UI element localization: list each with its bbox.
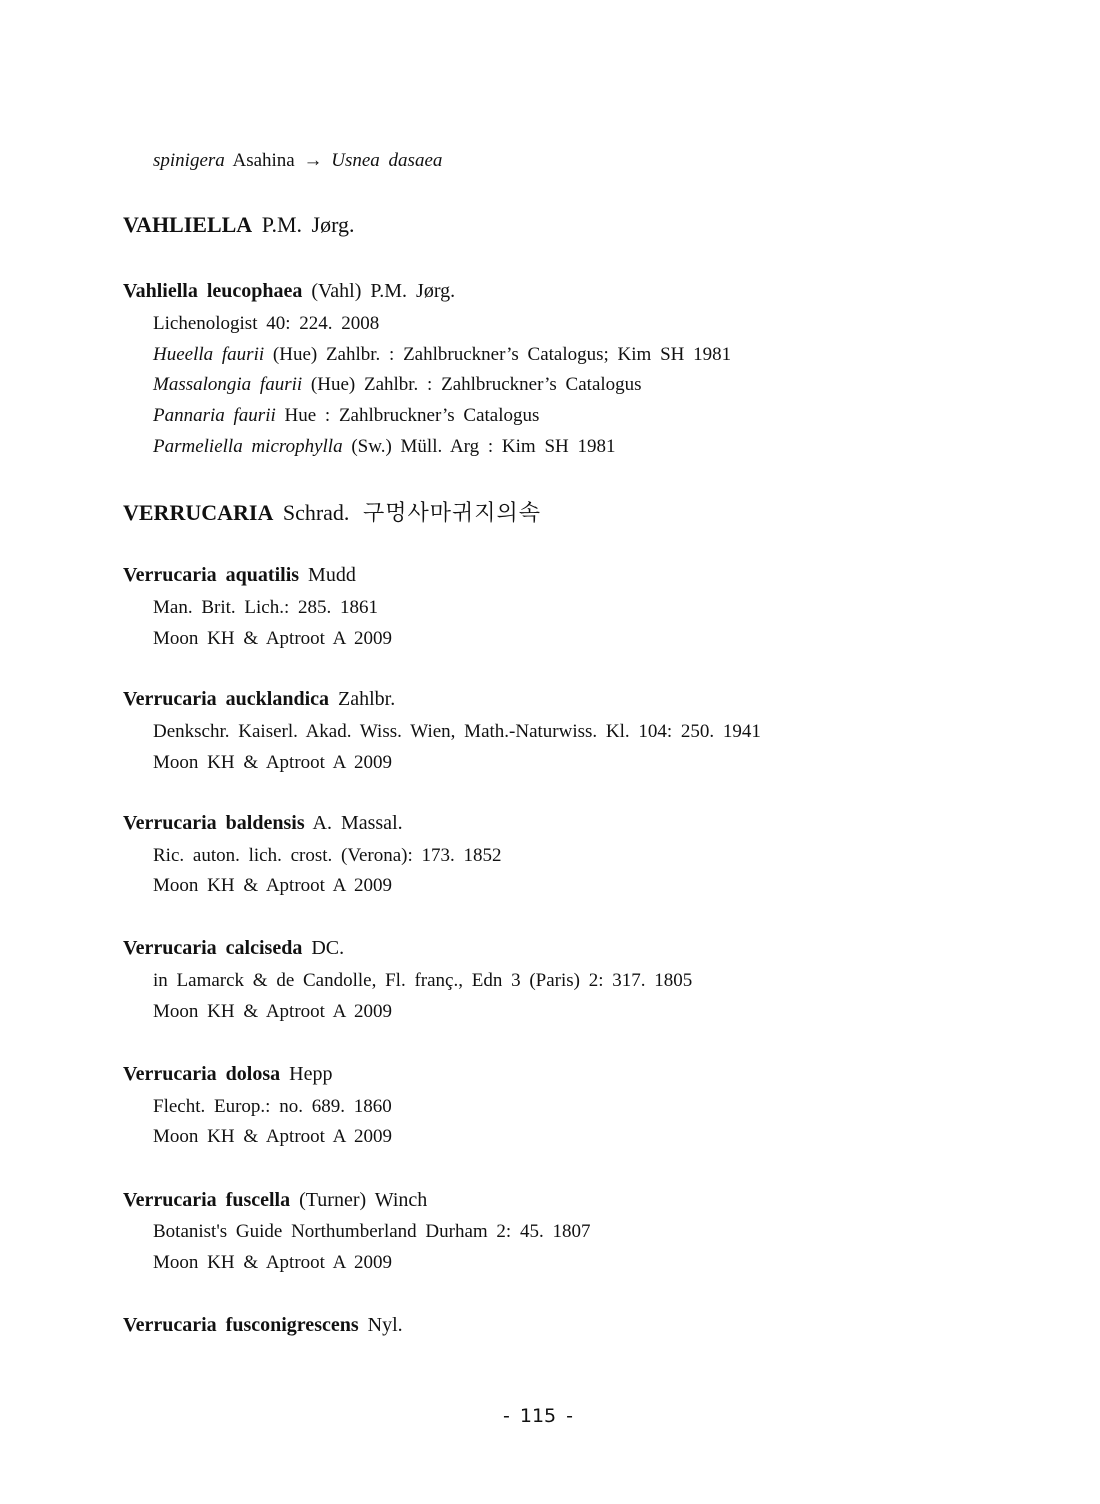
species-author: Nyl.: [367, 1314, 403, 1336]
publication-line: in Lamarck & de Candolle, Fl. franç., Edn 3 (Paris) 2: 317. 1805: [153, 970, 693, 991]
synonym-detail: (Hue) Zahlbr. : Zahlbruckner’s Catalogus: [310, 374, 642, 395]
synonym-name: Hueella faurii: [153, 344, 265, 365]
species-author: Hepp: [289, 1063, 333, 1085]
species-heading: [123, 564, 356, 587]
arrow: →: [303, 150, 323, 171]
species-name: Verrucaria fuscella: [123, 1189, 291, 1211]
synonym-detail: (Sw.) Müll. Arg : Kim SH 1981: [351, 436, 616, 457]
epithet-author: Asahina: [232, 150, 295, 171]
record-line: Moon KH & Aptroot A 2009: [153, 628, 393, 649]
cross-reference-target: Usnea dasaea: [331, 150, 443, 171]
species-heading: [123, 688, 395, 711]
cross-reference-line: [153, 150, 442, 172]
genus-korean-name: 구멍사마귀지의속: [362, 501, 541, 526]
species-name: Verrucaria calciseda: [123, 937, 303, 959]
record-line: Moon KH & Aptroot A 2009: [153, 1001, 393, 1022]
synonym-name: Parmeliella microphylla: [153, 436, 343, 457]
species-name: Verrucaria fusconigrescens: [123, 1314, 359, 1336]
species-name: Verrucaria dolosa: [123, 1063, 281, 1085]
species-name: Verrucaria aquatilis: [123, 564, 300, 586]
synonym-line: [153, 344, 731, 366]
record-line: Moon KH & Aptroot A 2009: [153, 875, 393, 896]
synonym-line: [153, 436, 616, 458]
record-line: Moon KH & Aptroot A 2009: [153, 1252, 393, 1273]
species-name: Verrucaria aucklandica: [123, 688, 330, 710]
species-author: A. Massal.: [312, 812, 403, 834]
synonym-name: Massalongia faurii: [153, 374, 303, 395]
species-heading: [123, 280, 455, 303]
genus-author: Schrad.: [282, 500, 350, 525]
synonym-line: [153, 374, 642, 396]
record-line: Moon KH & Aptroot A 2009: [153, 1126, 393, 1147]
species-author: Mudd: [308, 564, 356, 586]
synonym-detail: Hue : Zahlbruckner’s Catalogus: [284, 405, 540, 426]
publication-line: Denkschr. Kaiserl. Akad. Wiss. Wien, Math.-Naturwiss. Kl. 104: 250. 1941: [153, 721, 761, 742]
page-number: - 115 -: [502, 1405, 574, 1427]
genus-author: P.M. Jørg.: [261, 212, 355, 237]
synonym-line: [153, 405, 539, 427]
record-line: Moon KH & Aptroot A 2009: [153, 752, 393, 773]
synonym-detail: (Hue) Zahlbr. : Zahlbruckner’s Catalogus; Kim SH 1981: [272, 344, 732, 365]
species-heading: [123, 937, 344, 960]
publication-line: Botanist's Guide Northumberland Durham 2: 45. 1807: [153, 1221, 591, 1242]
synonym-name: Pannaria faurii: [153, 405, 276, 426]
species-author: (Turner) Winch: [299, 1189, 428, 1211]
genus-heading-verrucaria: [123, 496, 541, 527]
species-author: DC.: [311, 937, 345, 959]
species-name: Vahliella leucophaea: [123, 280, 303, 302]
publication-line: Ric. auton. lich. crost. (Verona): 173. 1852: [153, 845, 502, 866]
species-heading: [123, 1314, 403, 1337]
species-heading: [123, 1189, 427, 1212]
genus-heading-vahliella: [123, 212, 355, 238]
species-heading: [123, 812, 403, 835]
species-heading: [123, 1063, 332, 1086]
species-name: Verrucaria baldensis: [123, 812, 305, 834]
epithet: spinigera: [153, 150, 225, 171]
species-author: (Vahl) P.M. Jørg.: [311, 280, 456, 302]
publication-line: Flecht. Europ.: no. 689. 1860: [153, 1096, 392, 1117]
genus-name: VERRUCARIA: [123, 500, 274, 525]
genus-name: VAHLIELLA: [123, 212, 253, 237]
publication-line: Lichenologist 40: 224. 2008: [153, 313, 380, 334]
publication-line: Man. Brit. Lich.: 285. 1861: [153, 597, 378, 618]
species-author: Zahlbr.: [338, 688, 396, 710]
